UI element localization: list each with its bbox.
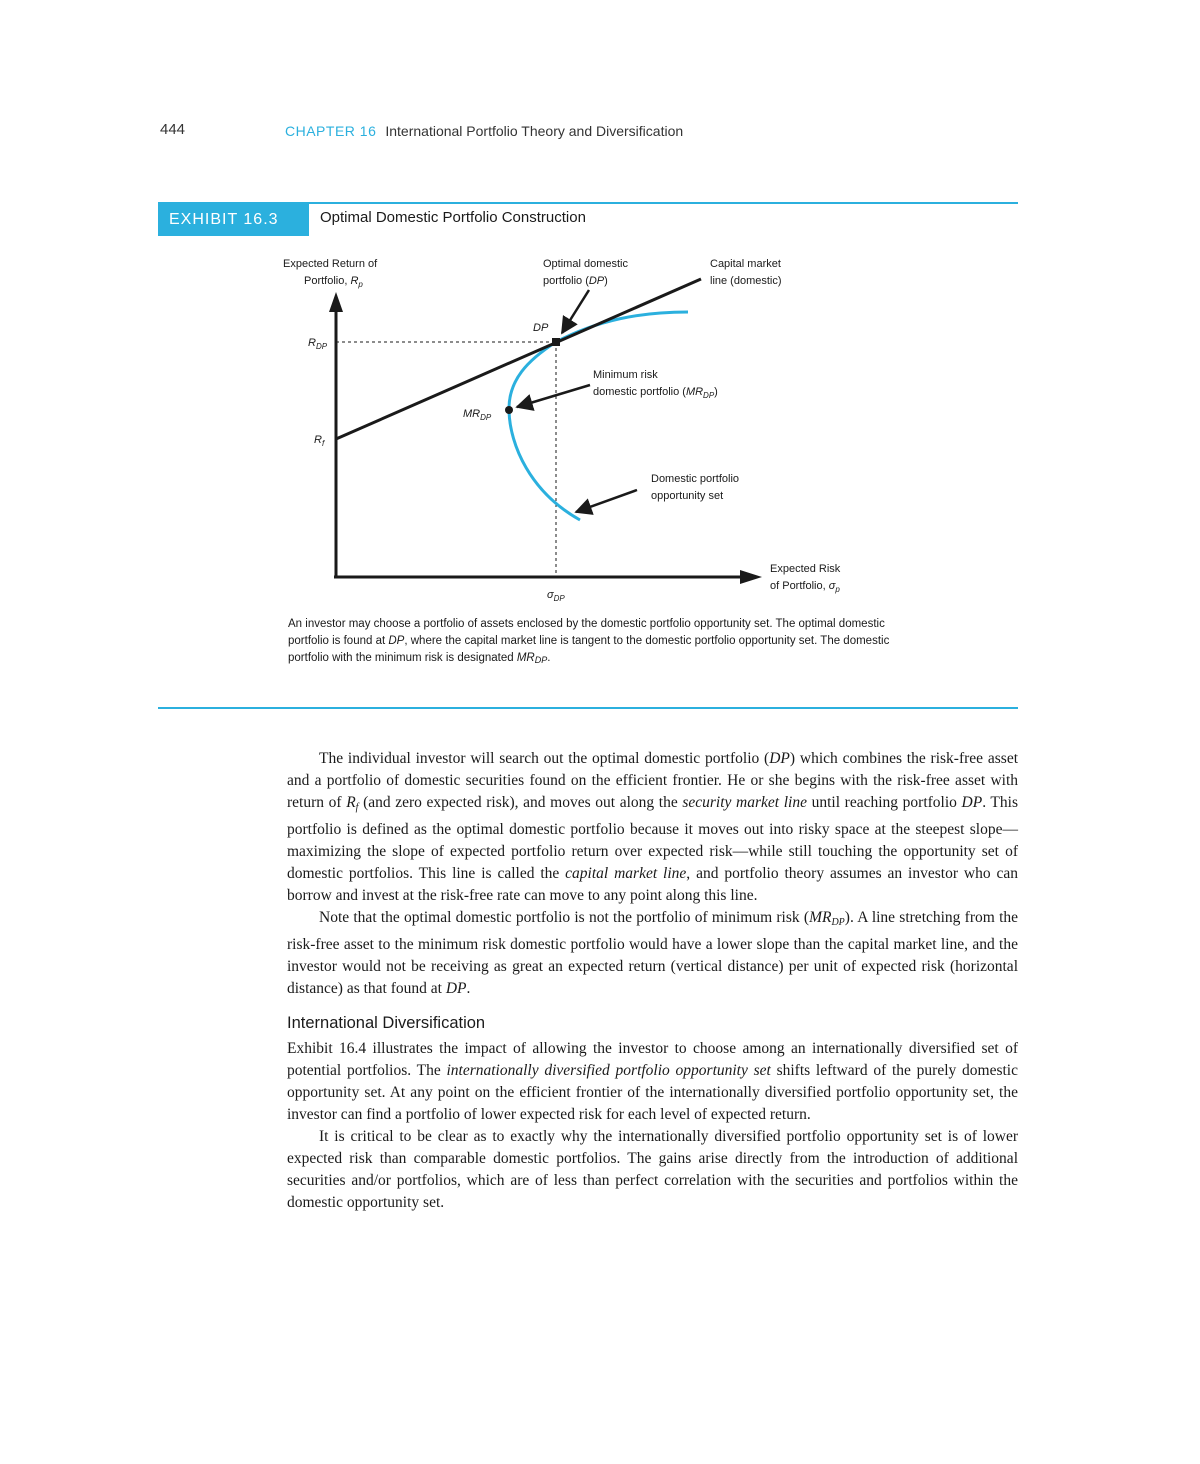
exhibit-title: Optimal Domestic Portfolio Construction bbox=[320, 209, 586, 226]
chapter-title: International Portfolio Theory and Diversification bbox=[385, 123, 684, 139]
x-axis-arrowhead bbox=[740, 570, 762, 584]
y-axis-label-line1: Expected Return of bbox=[283, 258, 378, 270]
tick-r-f: $R_f$ bbox=[314, 434, 325, 448]
annot-optimal-line2: portfolio (DP) bbox=[543, 275, 608, 287]
y-axis-arrowhead bbox=[329, 292, 343, 312]
tick-sigma-dp: $\sigma_{DP}$ bbox=[547, 589, 565, 603]
x-axis-label-line2: of Portfolio, $\sigma_p$ bbox=[770, 580, 840, 594]
y-axis-label-line2: Portfolio, $R_p$ bbox=[304, 275, 363, 289]
paragraph-4: It is critical to be clear as to exactly why the internationally diversified portfolio opportunity set is of lower expected risk than comparable domestic portfolios. The gains arise directly from the introduction of additional securities and/or portfolios, which are of less than perfect correlation with the securities and portfolios within the domestic opportunity set. bbox=[287, 1128, 1018, 1211]
caption-text: An investor may choose a portfolio of assets enclosed by the domestic portfolio opportunity set. The optimal domestic portfolio is found at DP, where the capital market line is tangent to the domestic portfolio opportunity set. The domestic portfolio with the minimum risk is designated MRDP. bbox=[288, 618, 890, 665]
point-dp bbox=[552, 338, 560, 346]
capital-market-line bbox=[336, 279, 701, 439]
arrow-opportunity bbox=[576, 490, 637, 512]
exhibit-bottom-rule bbox=[158, 707, 1018, 709]
section-heading: International Diversification bbox=[287, 1014, 486, 1032]
chapter-label: CHAPTER 16 bbox=[285, 123, 377, 139]
tick-r-dp: $R_{DP}$ bbox=[308, 337, 328, 351]
label-mr-dp: $MR_{DP}$ bbox=[463, 408, 492, 422]
paragraph-3: Exhibit 16.4 illustrates the impact of allowing the investor to choose among an internationally diversified set of potential portfolios. The internationally diversified portfolio opportunity set shifts leftward of the purely domestic opportunity set. At any point on the efficient frontier of the internationally diversified portfolio opportunity set, the investor can find a portfolio of lower expected risk for each level of expected return. bbox=[287, 1040, 1018, 1123]
annot-minimum-line1: Minimum risk bbox=[593, 369, 658, 381]
opportunity-set-curve bbox=[509, 312, 688, 520]
exhibit-caption bbox=[288, 616, 908, 669]
label-dp: DP bbox=[533, 322, 549, 334]
annot-cml-line2: line (domestic) bbox=[710, 275, 782, 287]
paragraph-2: Note that the optimal domestic portfolio is not the portfolio of minimum risk (MRDP). A line stretching from the risk-free asset to the minimum risk domestic portfolio would have a lower slope than the capital market line, and the investor would not be receiving as great an expected return (vertical distance) per unit of expected risk (horizontal distance) as that found at DP. bbox=[287, 909, 1019, 997]
arrow-optimal bbox=[562, 290, 589, 333]
annot-optimal-line1: Optimal domestic bbox=[543, 258, 628, 270]
page-number: 444 bbox=[160, 121, 186, 138]
point-mr-dp bbox=[505, 406, 513, 414]
paragraph-1: The individual investor will search out the optimal domestic portfolio (DP) which combines the risk-free asset and a portfolio of domestic securities found on the efficient frontier. He or she begins with the risk-free asset with return of Rf (and zero expected risk), and moves out along the security market line until reaching portfolio DP. This portfolio is defined as the optimal domestic portfolio because it moves out into risky space at the steepest slope—maximizing the slope of expected portfolio return over expected risk—while still touching the opportunity set of domestic portfolios. This line is called the capital market line, and portfolio theory assumes an investor who can borrow and invest at the risk-free rate can move to any point along this line. bbox=[287, 750, 1018, 904]
annot-opportunity-line1: Domestic portfolio bbox=[651, 473, 740, 485]
x-axis-label-line1: Expected Risk bbox=[770, 563, 841, 575]
exhibit-label: EXHIBIT 16.3 bbox=[158, 203, 309, 236]
annot-cml-line1: Capital market bbox=[710, 258, 781, 270]
body-text bbox=[287, 748, 1018, 1214]
annot-minimum-line2: domestic portfolio $(MR_{DP})$ bbox=[593, 386, 718, 400]
exhibit-chart bbox=[0, 0, 1200, 620]
arrow-minimum bbox=[517, 385, 590, 407]
annot-opportunity-line2: opportunity set bbox=[651, 490, 724, 502]
